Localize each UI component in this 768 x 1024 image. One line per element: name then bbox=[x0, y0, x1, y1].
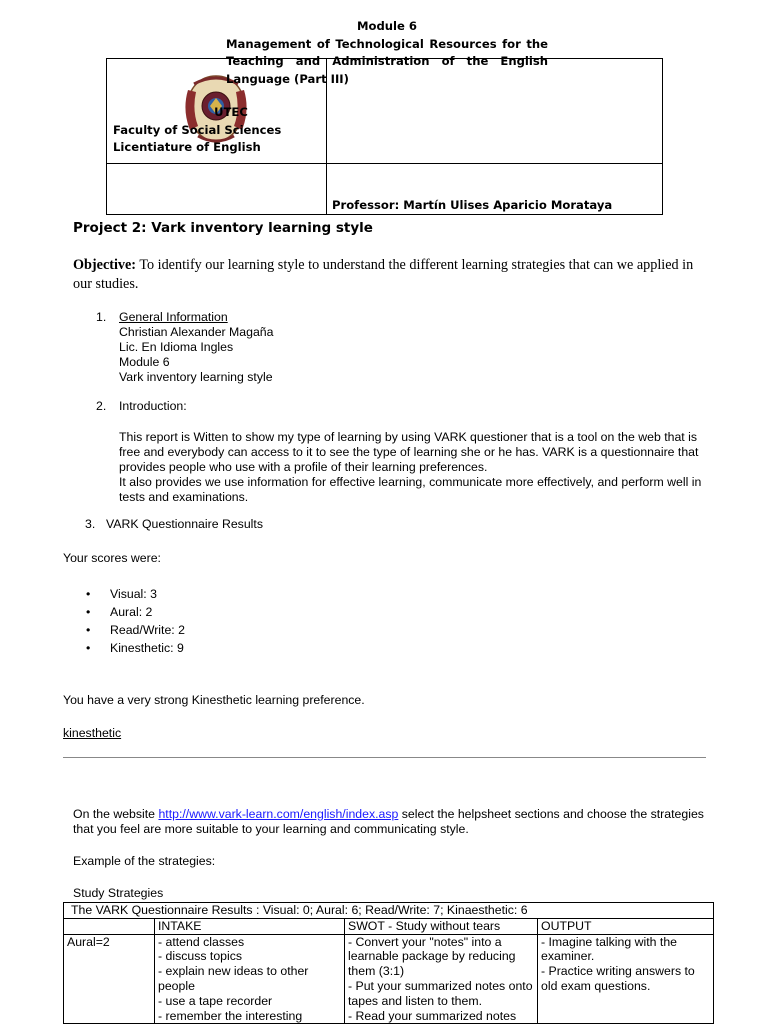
swot-item: - Put your summarized notes onto tapes and listen to them. bbox=[348, 978, 533, 1008]
intake-item: - explain new ideas to other people bbox=[158, 964, 309, 993]
strategies-table bbox=[63, 902, 714, 1024]
section-1 bbox=[119, 310, 274, 385]
example-label: Example of the strategies: bbox=[73, 854, 216, 868]
intake-item: - use a tape recorder bbox=[158, 993, 273, 1008]
bullet-icon: • bbox=[86, 641, 91, 655]
section-1-number: 1. bbox=[96, 310, 107, 324]
section-3-number: 3. bbox=[85, 517, 96, 531]
horizontal-divider bbox=[63, 757, 706, 758]
bullet-icon: • bbox=[86, 623, 91, 637]
intake-item: - discuss topics bbox=[158, 949, 243, 964]
swot-cell bbox=[345, 934, 538, 1024]
section-2-number: 2. bbox=[96, 399, 107, 413]
info-line: Module 6 bbox=[119, 355, 170, 369]
objective-text: To identify our learning style to understand the different learning strategies that can we applied in our studies. bbox=[73, 257, 694, 292]
section-2-heading: Introduction: bbox=[119, 399, 187, 413]
project-title: Project 2: Vark inventory learning style bbox=[73, 220, 373, 236]
scores-intro: Your scores were: bbox=[63, 551, 161, 565]
introduction-text bbox=[119, 430, 709, 505]
header-divider-horizontal bbox=[107, 163, 662, 164]
intake-item: - attend classes bbox=[158, 934, 245, 949]
table-caption: The VARK Questionnaire Results : Visual: 0; Aural: 6; Read/Write: 7; Kinaesthetic: 6 bbox=[64, 903, 714, 919]
output-item: - Imagine talking with the examiner. bbox=[541, 934, 678, 964]
table-row bbox=[64, 934, 714, 1024]
kinesthetic-link[interactable] bbox=[63, 726, 121, 741]
university-name: UTEC bbox=[214, 105, 248, 119]
kinesthetic-link-text[interactable]: kinesthetic bbox=[63, 726, 122, 740]
table-header-row bbox=[64, 918, 714, 934]
objective-label: Objective: bbox=[73, 257, 137, 273]
bullet-icon: • bbox=[86, 605, 91, 619]
website-text-before: On the website bbox=[73, 807, 159, 821]
table-header-cell: INTAKE bbox=[155, 918, 345, 934]
professor-name: Professor: Martín Ulises Aparicio Morataya bbox=[332, 198, 613, 212]
row-label: Aural=2 bbox=[64, 934, 155, 1024]
preference-statement: You have a very strong Kinesthetic learning preference. bbox=[63, 693, 365, 707]
info-line: Lic. En Idioma Ingles bbox=[119, 340, 234, 354]
objective-paragraph bbox=[73, 256, 698, 293]
course-title: Management of Technological Resources for the Teaching and Administration of the English Language (Part III) bbox=[226, 36, 548, 86]
header-institution-block bbox=[106, 104, 325, 157]
study-strategies-label: Study Strategies bbox=[73, 886, 164, 900]
module-label: Module 6 bbox=[357, 19, 417, 33]
score-item: • Aural: 2 bbox=[86, 605, 153, 619]
table-header-cell bbox=[64, 918, 155, 934]
score-item: • Kinesthetic: 9 bbox=[86, 641, 184, 655]
swot-item: - Convert your "notes" into a learnable package by reducing them (3:1) bbox=[348, 934, 516, 979]
table-caption-row bbox=[64, 903, 714, 919]
section-3-heading: VARK Questionnaire Results bbox=[106, 517, 263, 531]
vark-website-link[interactable]: http://www.vark-learn.com/english/index.asp bbox=[158, 807, 399, 821]
intro-paragraph-2: It also provides we use information for effective learning, communicate more effectively, and perform well in tests and examinations. bbox=[119, 475, 702, 504]
swot-item: - Read your summarized notes bbox=[348, 1008, 517, 1023]
intake-cell bbox=[155, 934, 345, 1024]
score-item: • Read/Write: 2 bbox=[86, 623, 185, 637]
intake-item: - remember the interesting bbox=[158, 1008, 303, 1023]
program-name: Licentiature of English bbox=[113, 140, 261, 154]
header-course-block bbox=[226, 18, 548, 88]
website-text-after: select the helpsheet sections and choose the strategies that you feel are more suitable to your learning and communicating style. bbox=[73, 807, 704, 836]
table-header-cell: OUTPUT bbox=[538, 918, 714, 934]
bullet-icon: • bbox=[86, 587, 91, 601]
score-item: • Visual: 3 bbox=[86, 587, 157, 601]
table-header-cell: SWOT - Study without tears bbox=[345, 918, 538, 934]
scores-list bbox=[86, 585, 185, 657]
output-item: - Practice writing answers to old exam questions. bbox=[541, 964, 695, 993]
website-paragraph bbox=[73, 807, 713, 837]
intro-paragraph-1: This report is Witten to show my type of learning by using VARK questioner that is a tool on the web that is free and everybody can access to it to see the type of learning she or he has. VARK is a questionnaire that provides people who use with a profile of their learning preferences. bbox=[119, 430, 699, 474]
info-line: Christian Alexander Magaña bbox=[119, 325, 274, 339]
info-line: Vark inventory learning style bbox=[119, 370, 273, 384]
faculty-name: Faculty of Social Sciences bbox=[113, 122, 282, 137]
output-cell bbox=[538, 934, 714, 1024]
section-1-heading: General Information bbox=[119, 310, 228, 324]
